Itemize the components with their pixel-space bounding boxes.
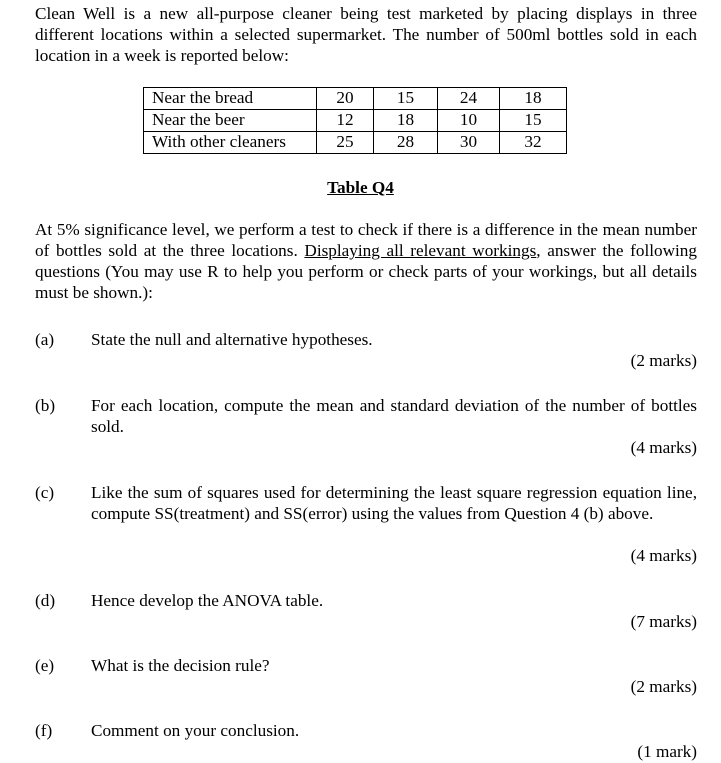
table-row [144,132,567,154]
table-cell: 28 [374,132,438,154]
table-cell: 10 [438,110,500,132]
table-row [144,110,567,132]
table-cell: 30 [438,132,500,154]
table-cell: 25 [317,132,374,154]
row-label: Near the beer [144,110,317,132]
question-letter: (d) [35,591,56,610]
table-cell: 12 [317,110,374,132]
instructions-text-start: At 5% significance level, we perform a test to check if there is a difference in the mean number of bottles sold at the three locations. [35,220,697,260]
table-cell: 18 [374,110,438,132]
question-text: For each location, compute the mean and standard deviation of the number of bottles sold. [91,396,697,436]
question-text: Like the sum of squares used for determining the least square regression equation line, compute SS(treatment) and SS(error) using the values from Question 4 (b) above. [91,483,697,523]
question-text: What is the decision rule? [91,656,270,675]
question-letter: (f) [35,721,53,740]
table-row [144,88,567,110]
marks-a: (2 marks) [630,351,697,370]
marks-e: (2 marks) [630,677,697,696]
question-letter: (c) [35,483,55,502]
table-cell: 20 [317,88,374,110]
table-cell: 18 [500,88,567,110]
instructions-emphasis: Displaying all relevant workings [304,241,537,260]
row-label: Near the bread [144,88,317,110]
sales-table [143,87,567,154]
table-caption: Table Q4 [327,178,394,197]
table-cell: 32 [500,132,567,154]
marks-f: (1 mark) [637,742,697,761]
question-letter: (a) [35,330,55,349]
marks-c: (4 marks) [630,546,697,565]
table-cell: 24 [438,88,500,110]
instructions-text-end: , answer the following questions (You may use R to help you perform or check parts of your workings, but all details must be shown.): [35,241,697,302]
question-text: Comment on your conclusion. [91,721,300,740]
table-cell: 15 [374,88,438,110]
intro-paragraph: Clean Well is a new all-purpose cleaner being test marketed by placing displays in three different locations within a selected supermarket. The number of 500ml bottles sold in each location in a week is reported below: [35,4,697,65]
question-letter: (e) [35,656,55,675]
marks-d: (7 marks) [630,612,697,631]
question-text: State the null and alternative hypotheses. [91,330,373,349]
marks-b: (4 marks) [630,438,697,457]
row-label: With other cleaners [144,132,317,154]
question-letter: (b) [35,396,56,415]
table-cell: 15 [500,110,567,132]
question-text: Hence develop the ANOVA table. [91,591,324,610]
instructions-paragraph [35,219,697,303]
